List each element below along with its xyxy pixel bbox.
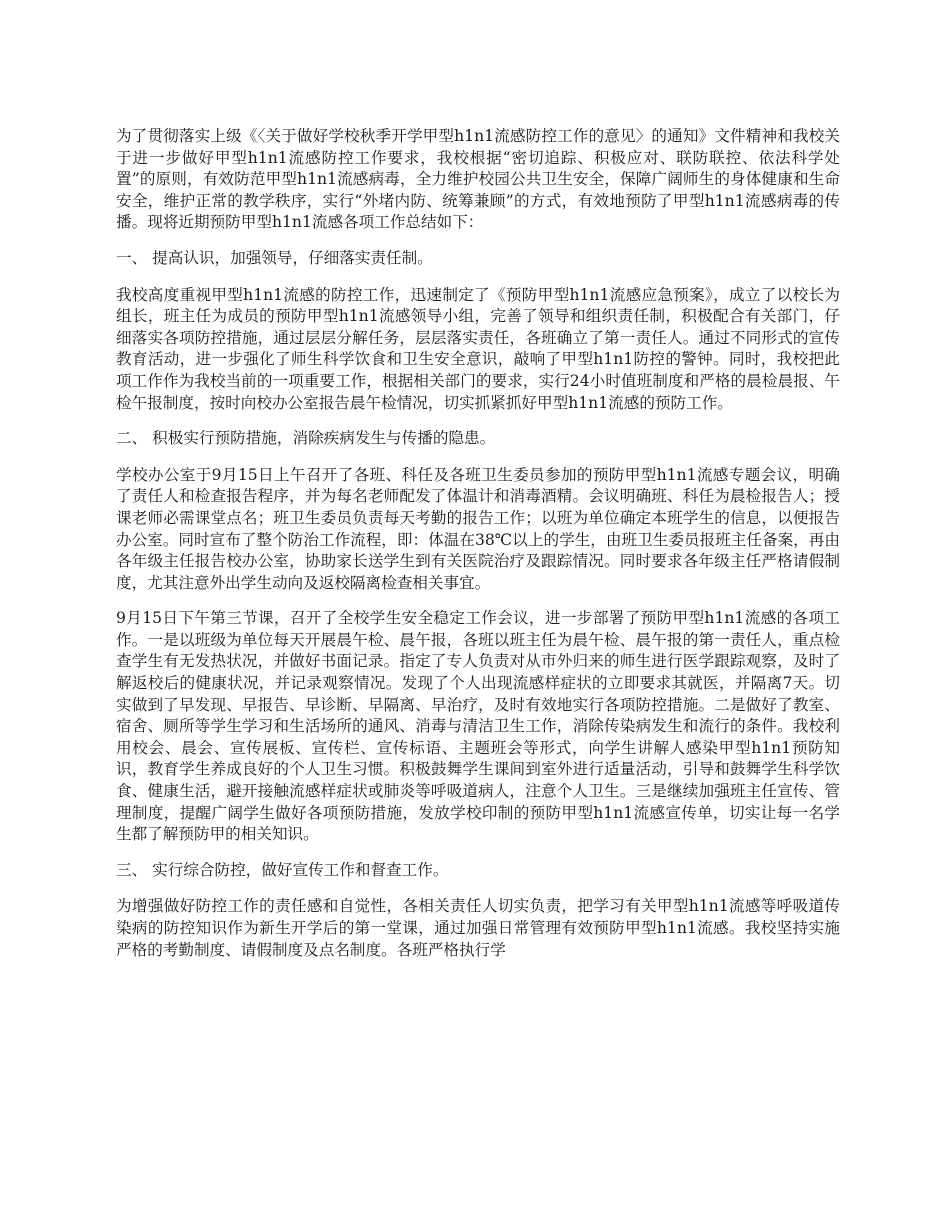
section-heading-2: 二、 积极实行预防措施，消除疾病发生与传播的隐患。 [116,429,496,448]
section-heading-3: 三、 实行综合防控，做好宣传工作和督查工作。 [116,860,449,879]
section-heading-1: 一、 提高认识，加强领导，仔细落实责任制。 [116,248,433,267]
section-2-paragraph-1: 学校办公室于9月15日上午召开了各班、科任及各班卫生委员参加的预防甲型h1n1流感专题会议，明确了责任人和检查报告程序，并为每名老师配发了体温计和消毒酒精。会议明确班、科任为晨检报告人；授课老师必需课堂点名；班卫生委员负责每天考勤的报告工作；以班为单位确定本班学生的信息，以便报告办公室。同时宣布了整个防治工作流程，即：体温在38℃以上的学生，由班卫生委员报班主任备案，再由各年级主任报告校办公室，协助家长送学生到有关医院治疗及跟踪情况。同时要求各年级主任严格请假制度，尤其注意外出学生动向及返校隔离检查相关事宜。 [116,465,840,592]
section-1-paragraph: 我校高度重视甲型h1n1流感的防控工作，迅速制定了《预防甲型h1n1流感应急预案》，成立了以校长为组长，班主任为成员的预防甲型h1n1流感领导小组，完善了领导和组织责任制，积极配合有关部门，仔细落实各项防控措施，通过层层分解任务，层层落实责任，各班确立了第一责任人。通过不同形式的宣传教育活动，进一步强化了师生科学饮食和卫生安全意识，敲响了甲型h1n1防控的警钟。同时，我校把此项工作作为我校当前的一项重要工作，根据相关部门的要求，实行24小时值班制度和严格的晨检晨报、午检午报制度，按时向校办公室报告晨午检情况，切实抓紧抓好甲型h1n1流感的预防工作。 [116,285,840,412]
section-2-paragraph-2: 9月15日下午第三节课，召开了全校学生安全稳定工作会议，进一步部署了预防甲型h1n1流感的各项工作。一是以班级为单位每天开展晨午检、晨午报，各班以班主任为晨午检、晨午报的第一责任人，重点检查学生有无发热状况，并做好书面记录。指定了专人负责对从市外归来的师生进行医学跟踪观察，及时了解返校后的健康状况，并记录观察情况。发现了个人出现流感样症状的立即要求其就医，并隔离7天。切实做到了早发现、早报告、早诊断、早隔离、早治疗，及时有效地实行各项防控措施。二是做好了教室、宿舍、厕所等学生学习和生活场所的通风、消毒与清洁卫生工作，消除传染病发生和流行的条件。我校利用校会、晨会、宣传展板、宣传栏、宣传标语、主题班会等形式，向学生讲解人感染甲型h1n1预防知识，教育学生养成良好的个人卫生习惯。积极鼓舞学生课间到室外进行适量活动，引导和鼓舞学生科学饮食、健康生活，避开接触流感样症状或肺炎等呼吸道病人，注意个人卫生。三是继续加强班主任宣传、管理制度，提醒广阔学生做好各项预防措施，发放学校印制的预防甲型h1n1流感宣传单，切实让每一名学生都了解预防甲的相关知识。 [116,609,840,844]
document-body [116,126,840,975]
section-3-paragraph: 为增强做好防控工作的责任感和自觉性，各相关责任人切实负责，把学习有关甲型h1n1流感等呼吸道传染病的防控知识作为新生开学后的第一堂课，通过加强日常管理有效预防甲型h1n1流感。我校坚持实施严格的考勤制度、请假制度及点名制度。各班严格执行学 [116,897,840,959]
intro-paragraph: 为了贯彻落实上级《〈关于做好学校秋季开学甲型h1n1流感防控工作的意见〉的通知》文件精神和我校关于进一步做好甲型h1n1流感防控工作要求，我校根据“密切追踪、积极应对、联防联控、依法科学处置”的原则，有效防范甲型h1n1流感病毒，全力维护校园公共卫生安全，保障广阔师生的身体健康和生命安全，维护正常的教学秩序，实行“外堵内防、统筹兼顾”的方式，有效地预防了甲型h1n1流感病毒的传播。现将近期预防甲型h1n1流感各项工作总结如下： [116,127,840,232]
